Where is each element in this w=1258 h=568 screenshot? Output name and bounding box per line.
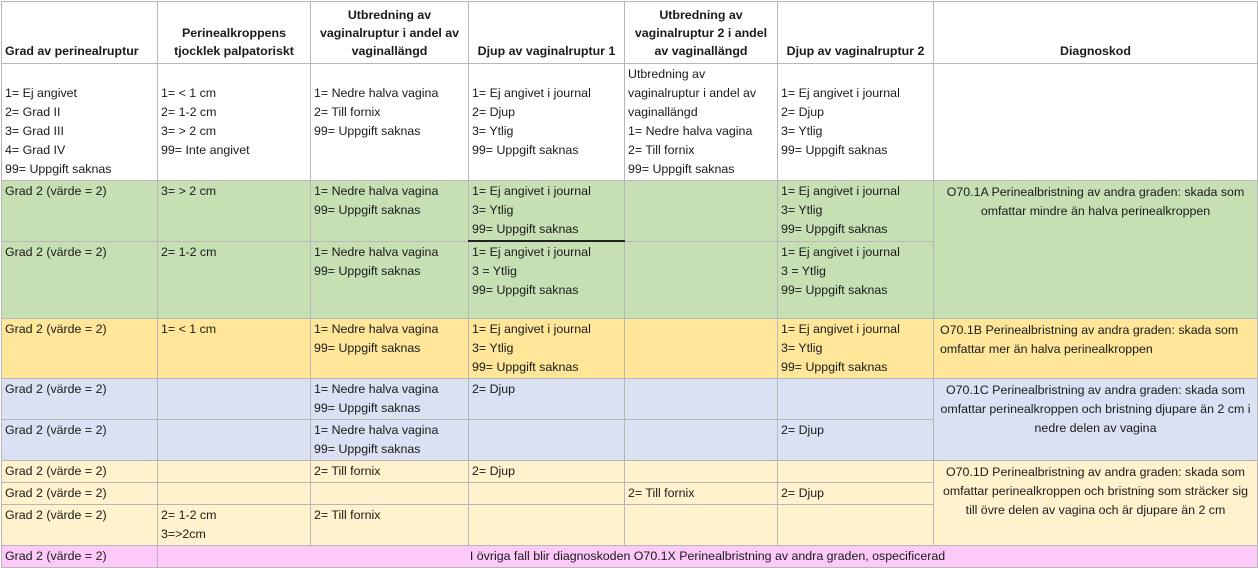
djup2-cell[interactable] [778, 504, 934, 545]
legend-line: 2= Djup [472, 105, 516, 119]
cell-line: 1= Nedre halva vagina [314, 244, 439, 259]
tjocklek-cell[interactable]: 2= 1-2 cm [158, 241, 311, 318]
cell-line: 3= Ytlig [781, 340, 823, 355]
header-cell[interactable]: Perinealkroppens tjocklek palpatoriskt [158, 2, 311, 64]
legend-line: 2= 1-2 cm [161, 105, 217, 119]
legend-cell[interactable] [2, 64, 158, 181]
cell-line: 1= Ej angivet i journal [472, 321, 591, 336]
legend-line: 1= Nedre halva vagina [314, 86, 439, 100]
djup2-cell[interactable] [778, 460, 934, 482]
header-row [2, 2, 1258, 64]
header-cell[interactable]: Diagnoskod [934, 2, 1258, 64]
cell-line: 1= Nedre halva vagina [314, 381, 439, 396]
header-cell[interactable]: Utbredning av vaginalruptur 2 i andel av vaginallängd [625, 2, 778, 64]
legend-line: Utbredning av [628, 67, 706, 81]
cell-line: 1= Nedre halva vagina [314, 184, 439, 198]
tjocklek-cell[interactable] [158, 504, 311, 545]
legend-line: 2= Till fornix [628, 143, 695, 157]
legend-line: vaginallängd [628, 105, 698, 119]
cell-line: 1= Nedre halva vagina [314, 422, 439, 437]
legend-cell[interactable] [934, 64, 1258, 181]
tjocklek-cell[interactable] [158, 378, 311, 419]
table-row [2, 318, 1258, 378]
header-cell[interactable]: Grad av perinealruptur [2, 2, 158, 64]
grad-cell[interactable]: Grad 2 (värde = 2) [2, 482, 158, 504]
tjocklek-cell[interactable] [158, 460, 311, 482]
cell-line: 3=>2cm [161, 526, 206, 541]
utbredning2-cell[interactable] [625, 504, 778, 545]
djup1-cell[interactable] [469, 181, 625, 242]
grad-cell[interactable]: Grad 2 (värde = 2) [2, 241, 158, 318]
grad-cell[interactable]: Grad 2 (värde = 2) [2, 419, 158, 460]
diagnosis-cell-o701c[interactable]: O70.1C Perinealbristning av andra graden: skada som omfattar perinealkroppen och bristning djupare än 2 cm i nedre delen av vagina [934, 378, 1258, 460]
header-cell[interactable]: Djup av vaginalruptur 2 [778, 2, 934, 64]
cell-line: 3= Ytlig [781, 203, 823, 217]
tjocklek-cell[interactable]: 1= < 1 cm [158, 318, 311, 378]
legend-line: 3= Ytlig [472, 124, 514, 138]
djup2-cell[interactable] [778, 241, 934, 318]
cell-line: 1= Nedre halva vagina [314, 321, 439, 336]
cell-line: 3 = Ytlig [472, 264, 517, 278]
cell-line: 1= Ej angivet i journal [781, 244, 900, 259]
cell-line: 99= Uppgift saknas [781, 222, 888, 236]
utbredning2-cell[interactable] [625, 460, 778, 482]
legend-line: vaginalruptur i andel av [628, 86, 757, 100]
legend-line: 99= Uppgift saknas [781, 143, 888, 157]
legend-line: 99= Inte angivet [161, 143, 250, 157]
legend-cell[interactable] [625, 64, 778, 181]
djup1-cell[interactable] [469, 318, 625, 378]
cell-line: 2= 1-2 cm [161, 507, 217, 522]
legend-line: 3= Grad III [5, 124, 64, 138]
djup2-cell[interactable]: 2= Djup [778, 482, 934, 504]
cell-line: 3= Ytlig [472, 340, 514, 355]
legend-line: 1= < 1 cm [161, 86, 217, 100]
djup2-cell[interactable] [778, 181, 934, 242]
djup2-cell[interactable]: 2= Djup [778, 419, 934, 460]
utbredning1-cell[interactable] [311, 241, 469, 318]
cell-line: 99= Uppgift saknas [781, 359, 888, 374]
tjocklek-cell[interactable] [158, 419, 311, 460]
djup2-cell[interactable] [778, 318, 934, 378]
legend-line: 1= Ej angivet i journal [472, 86, 591, 100]
diagnosis-cell-o701b[interactable]: O70.1B Perinealbristning av andra graden: skada som omfattar mer än halva perinealkroppen [934, 318, 1258, 378]
table-row [2, 545, 1258, 567]
grad-cell[interactable]: Grad 2 (värde = 2) [2, 545, 158, 567]
utbredning1-cell[interactable] [311, 378, 469, 419]
utbredning2-cell[interactable]: 2= Till fornix [625, 482, 778, 504]
cell-line: 1= Ej angivet i journal [781, 321, 900, 336]
legend-cell[interactable] [311, 64, 469, 181]
legend-line: 99= Uppgift saknas [628, 162, 735, 176]
grad-cell[interactable]: Grad 2 (värde = 2) [2, 318, 158, 378]
utbredning1-cell[interactable]: 2= Till fornix [311, 460, 469, 482]
table-row [2, 378, 1258, 419]
utbredning2-cell[interactable] [625, 241, 778, 318]
djup1-cell[interactable] [469, 419, 625, 460]
djup2-cell[interactable] [778, 378, 934, 419]
fallback-note-cell[interactable]: I övriga fall blir diagnoskoden O70.1X Perinealbristning av andra graden, ospecificerad [158, 545, 1258, 567]
legend-cell[interactable] [158, 64, 311, 181]
cell-line: 1= Ej angivet i journal [781, 184, 900, 198]
grad-cell[interactable]: Grad 2 (värde = 2) [2, 378, 158, 419]
legend-cell[interactable] [778, 64, 934, 181]
utbredning1-cell[interactable]: 2= Till fornix [311, 504, 469, 545]
legend-line: 3= > 2 cm [161, 124, 217, 138]
legend-line: 4= Grad IV [5, 143, 66, 157]
djup1-cell[interactable]: 2= Djup [469, 460, 625, 482]
legend-line: 1= Ej angivet [5, 86, 77, 100]
legend-line: 2= Grad II [5, 105, 61, 119]
tjocklek-cell[interactable] [158, 482, 311, 504]
table-row [2, 460, 1258, 482]
cell-line: 3 = Ytlig [781, 263, 826, 278]
utbredning1-cell[interactable] [311, 181, 469, 242]
djup1-cell[interactable] [469, 241, 625, 318]
legend-line: 99= Uppgift saknas [5, 162, 112, 176]
cell-line: 99= Uppgift saknas [472, 283, 579, 297]
cell-line: 99= Uppgift saknas [314, 340, 421, 355]
legend-line: 99= Uppgift saknas [314, 124, 421, 138]
header-cell[interactable]: Djup av vaginalruptur 1 [469, 2, 625, 64]
diagnosis-cell-o701a[interactable]: O70.1A Perinealbristning av andra graden: skada som omfattar mindre än halva perinealkroppen [934, 181, 1258, 319]
utbredning1-cell[interactable] [311, 419, 469, 460]
cell-line: 99= Uppgift saknas [314, 400, 421, 415]
legend-line: 3= Ytlig [781, 124, 823, 138]
tjocklek-cell[interactable]: 3= > 2 cm [158, 181, 311, 242]
legend-row [2, 64, 1258, 181]
grad-cell[interactable]: Grad 2 (värde = 2) [2, 181, 158, 242]
utbredning2-cell[interactable] [625, 181, 778, 242]
header-cell[interactable]: Utbredning av vaginalruptur i andel av vaginallängd [311, 2, 469, 64]
utbredning2-cell[interactable] [625, 318, 778, 378]
djup1-cell[interactable]: 2= Djup [469, 378, 625, 419]
cell-line: 99= Uppgift saknas [781, 282, 888, 297]
cell-line: 99= Uppgift saknas [472, 359, 579, 374]
diagnosis-cell-o701d[interactable]: O70.1D Perinealbristning av andra graden: skada som omfattar perinealkroppen och bristning som sträcker sig till övre delen av vagina och är djupare än 2 cm [934, 460, 1258, 545]
utbredning2-cell[interactable] [625, 378, 778, 419]
cell-line: 99= Uppgift saknas [472, 222, 579, 236]
djup1-cell[interactable] [469, 504, 625, 545]
legend-line: 1= Ej angivet i journal [781, 86, 900, 100]
diagnosis-table [1, 1, 1258, 568]
cell-line: 1= Ej angivet i journal [472, 245, 591, 259]
utbredning1-cell[interactable] [311, 318, 469, 378]
legend-line: 1= Nedre halva vagina [628, 124, 753, 138]
legend-cell[interactable] [469, 64, 625, 181]
cell-line: 99= Uppgift saknas [314, 441, 421, 456]
cell-line: 99= Uppgift saknas [314, 263, 421, 278]
cell-line: 3= Ytlig [472, 203, 514, 217]
cell-line: 99= Uppgift saknas [314, 203, 421, 217]
legend-line: 2= Djup [781, 105, 825, 119]
table-row [2, 181, 1258, 242]
utbredning2-cell[interactable] [625, 419, 778, 460]
cell-line: 1= Ej angivet i journal [472, 184, 591, 198]
legend-line: 2= Till fornix [314, 105, 381, 119]
grad-cell[interactable]: Grad 2 (värde = 2) [2, 460, 158, 482]
djup1-cell[interactable] [469, 482, 625, 504]
legend-line: 99= Uppgift saknas [472, 143, 579, 157]
utbredning1-cell[interactable] [311, 482, 469, 504]
grad-cell[interactable]: Grad 2 (värde = 2) [2, 504, 158, 545]
